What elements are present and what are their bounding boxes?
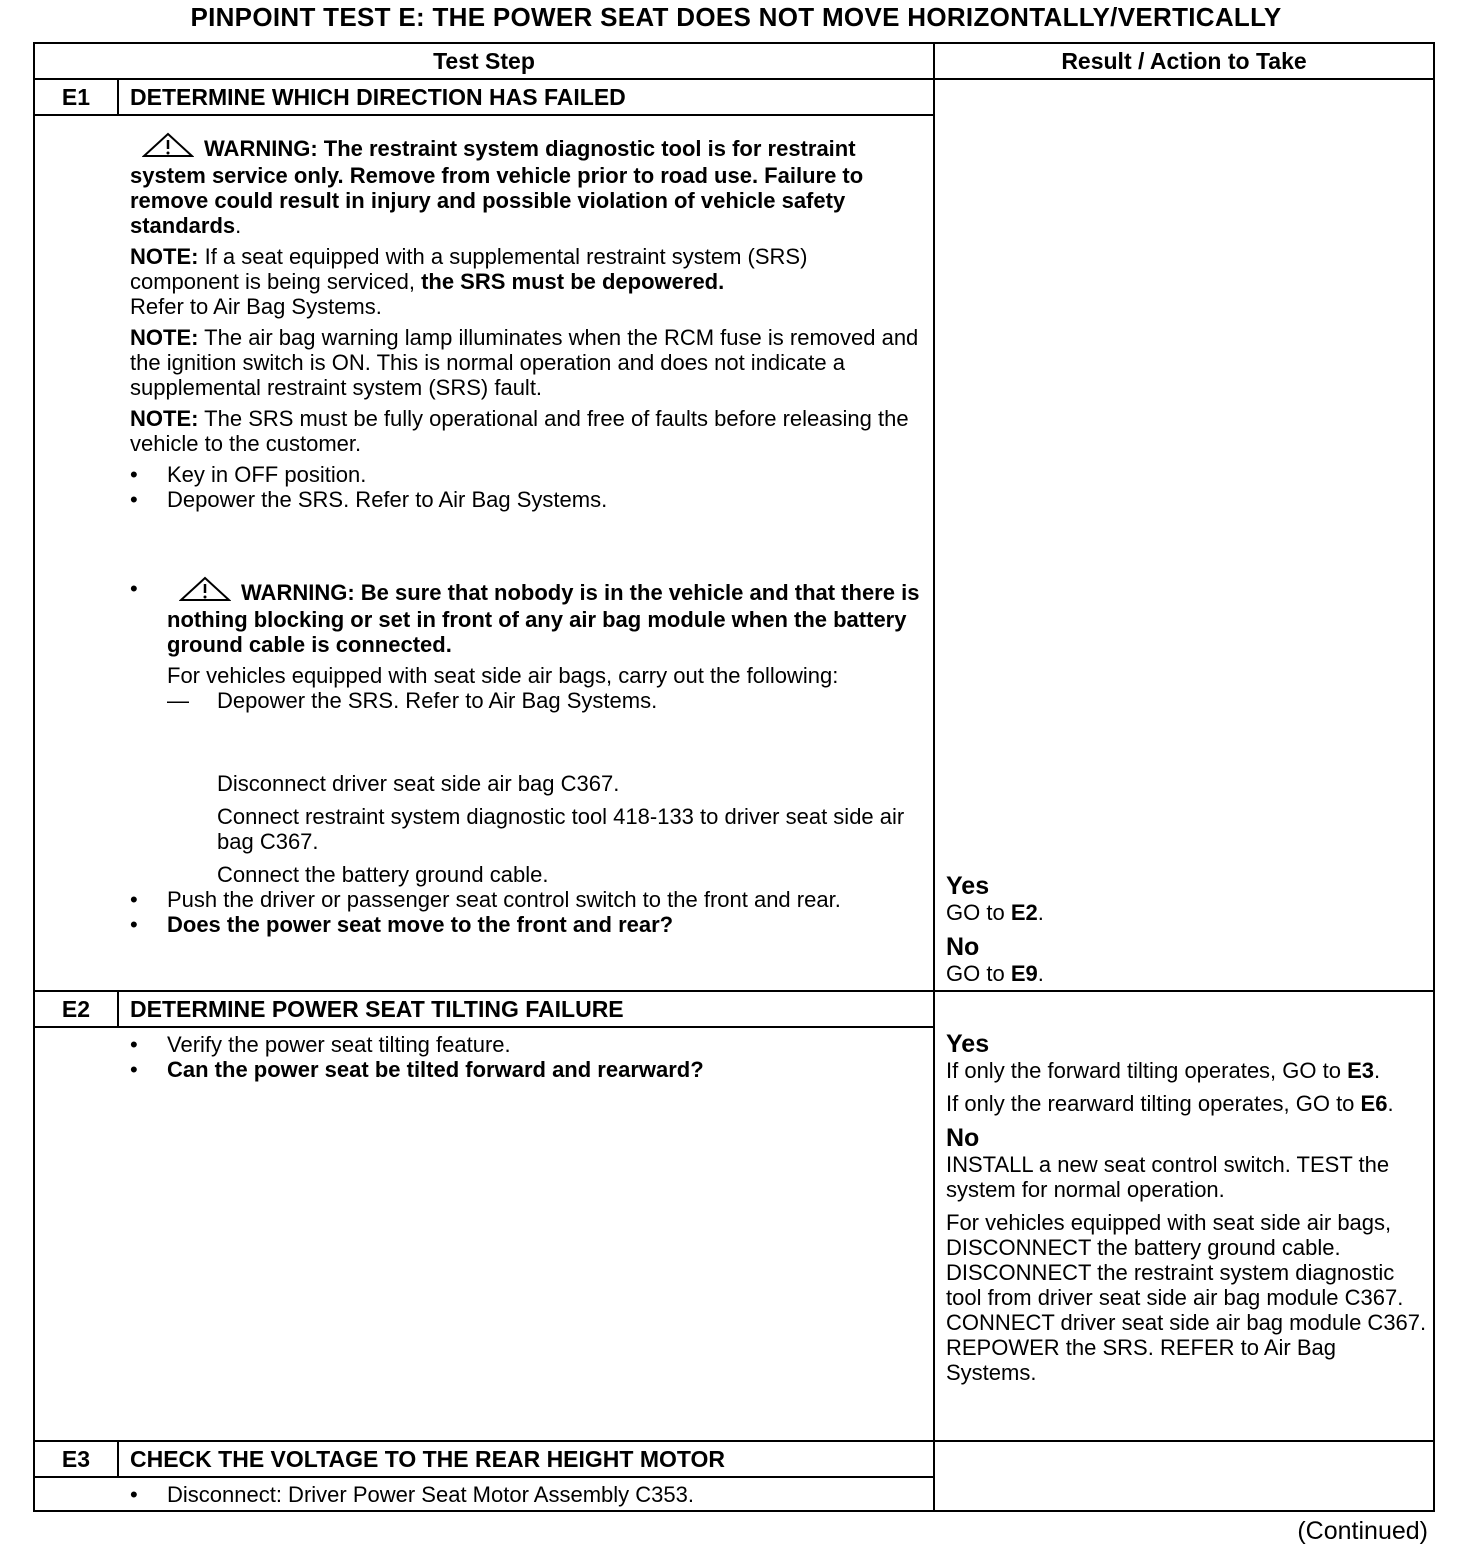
step-question: • Does the power seat move to the front and rear?: [130, 912, 674, 937]
e3-id-divider: [117, 1440, 119, 1476]
e2-id-divider: [117, 990, 119, 1026]
pinpoint-test-table: [33, 42, 1435, 1512]
column-divider: [933, 44, 935, 1510]
list-item: • Disconnect: Driver Power Seat Motor Assembly C353.: [130, 1482, 694, 1507]
yes-action-2: If only the rearward tilting operates, GO to E6.: [946, 1091, 1394, 1116]
no-action-2: For vehicles equipped with seat side air bags, DISCONNECT the battery ground cable. DISCONNECT the restraint system diagnostic tool from driver seat side air bag module C367. CONNECT driver seat side air bag module C367. REPOWER the SRS. REFER to Air Bag Systems.: [946, 1210, 1427, 1385]
sub-step: Connect restraint system diagnostic tool 418-133 to driver seat side air bag C367.: [217, 804, 905, 854]
yes-action-1: If only the forward tilting operates, GO to E3.: [946, 1058, 1381, 1083]
yes-label: Yes: [946, 872, 990, 900]
no-label: No: [946, 933, 980, 961]
yes-label: Yes: [946, 1030, 990, 1058]
goto-link[interactable]: E2: [1010, 900, 1038, 925]
continued-label: (Continued): [1297, 1517, 1428, 1545]
warning-block-1: WARNING: The restraint system diagnostic tool is for restraint system service only. Remove from vehicle prior to road use. Failure to remove could result in injury and possible violation of vehicle safety standards.: [130, 132, 920, 238]
header-result-action: Result / Action to Take: [1061, 48, 1307, 74]
e1-id-divider: [117, 78, 119, 114]
step-id-e1: E1: [61, 84, 91, 110]
e1-title-divider: [35, 114, 933, 116]
step-body-e1: [130, 132, 920, 937]
list-item: • Verify the power seat tilting feature.: [130, 1032, 511, 1057]
bullet-icon: •: [130, 887, 138, 912]
e2-title-divider: [35, 1026, 933, 1028]
goto-link[interactable]: E3: [1347, 1058, 1375, 1083]
result-e2: [946, 1030, 1430, 1385]
bullet-icon: •: [130, 1032, 138, 1057]
list-item: • Key in OFF position.: [130, 462, 367, 487]
step-title-e2: DETERMINE POWER SEAT TILTING FAILURE: [130, 996, 624, 1022]
bullet-icon: •: [130, 487, 138, 512]
sub-step: Connect the battery ground cable.: [217, 862, 549, 887]
step-title-e1: DETERMINE WHICH DIRECTION HAS FAILED: [130, 84, 626, 110]
warning-triangle-icon: [179, 576, 231, 607]
result-e1: [946, 872, 1430, 986]
sub-step: Disconnect driver seat side air bag C367.: [217, 771, 620, 796]
list-item: — Depower the SRS. Refer to Air Bag Systems.: [167, 688, 658, 713]
no-action: GO to E9.: [946, 961, 1044, 986]
list-item: • Push the driver or passenger seat control switch to the front and rear.: [130, 887, 841, 912]
step-body-e2: [130, 1032, 920, 1082]
seat-side-intro: For vehicles equipped with seat side air bags, carry out the following:: [167, 663, 839, 688]
step-id-e2: E2: [61, 996, 91, 1022]
page-title: PINPOINT TEST E: THE POWER SEAT DOES NOT MOVE HORIZONTALLY/VERTICALLY: [190, 2, 1282, 32]
bullet-icon: •: [130, 1482, 138, 1507]
no-label: No: [946, 1124, 980, 1152]
no-action-1: INSTALL a new seat control switch. TEST the system for normal operation.: [946, 1152, 1390, 1202]
bullet-icon: •: [130, 912, 138, 937]
step-title-e3: CHECK THE VOLTAGE TO THE REAR HEIGHT MOTOR: [130, 1446, 726, 1472]
bullet-icon: •: [130, 1057, 138, 1082]
list-item: • Depower the SRS. Refer to Air Bag Systems.: [130, 487, 608, 512]
header-test-step: Test Step: [433, 48, 535, 74]
note-1: NOTE: If a seat equipped with a supplemental restraint system (SRS) component is being serviced, the SRS must be depowered. Refer to Air Bag Systems.: [130, 244, 808, 319]
goto-link[interactable]: E6: [1360, 1091, 1388, 1116]
step-id-e3: E3: [61, 1446, 91, 1472]
dash-icon: —: [167, 688, 189, 713]
goto-link[interactable]: E9: [1010, 961, 1038, 986]
warning-triangle-icon: [142, 132, 194, 163]
bullet-icon: •: [130, 576, 138, 601]
note-2: NOTE: The air bag warning lamp illuminates when the RCM fuse is removed and the ignition switch is ON. This is normal operation and does not indicate a supplemental restraint system (SRS) fault.: [130, 325, 919, 400]
note-3: NOTE: The SRS must be fully operational and free of faults before releasing the vehicle to the customer.: [130, 406, 909, 456]
step-body-e3: [130, 1482, 920, 1507]
yes-action: GO to E2.: [946, 900, 1044, 925]
step-question: • Can the power seat be tilted forward and rearward?: [130, 1057, 704, 1082]
e3-title-divider: [35, 1476, 933, 1478]
bullet-icon: •: [130, 462, 138, 487]
warning-block-2: • WARNING: Be sure that nobody is in the vehicle and that there is nothing blocking or set in front of any air bag module when the battery ground cable is connected.: [130, 576, 920, 657]
